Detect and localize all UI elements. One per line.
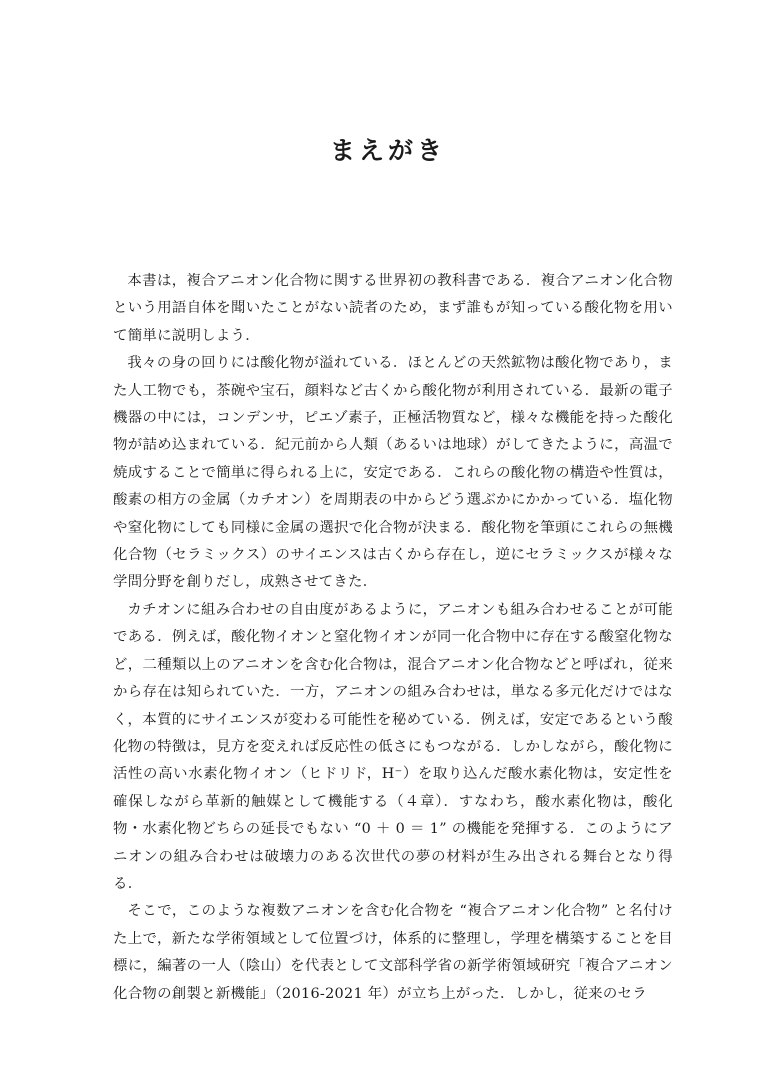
paragraph: 本書は，複合アニオン化合物に関する世界初の教科書である．複合アニオン化合物という用語自体を聞いたことがない読者のため，まず誰もが知っている酸化物を用いて簡単に説明しよう． [113,273,673,344]
paragraph: カチオンに組み合わせの自由度があるように，アニオンも組み合わせることが可能である．例えば，酸化物イオンと窒化物イオンが同一化合物中に存在する酸窒化物など，二種類以上のアニオンを含む化合物は，混合アニオン化合物などと呼ばれ，従来から存在は知られていた．一方，アニオンの組み合わせは，単なる多元化だけではなく，本質的にサイエンスが変わる可能性を秘めている．例えば，安定であるという酸化物の特徴は，見方を変えれば反応性の低さにもつながる．しかしながら，酸化物に活性の高い水素化物イオン（ヒドリド，H⁻）を取り込んだ酸水素化物は，安定性を確保しながら革新的触媒として機能する（４章）．すなわち，酸水素化物は，酸化物・水素化物どちらの延長でもない “0 ＋ 0 ＝ 1” の機能を発揮する．このようにアニオンの組み合わせは破壊力のある次世代の夢の材料が生み出される舞台となり得る． [113,601,673,892]
paragraph: そこで，このような複数アニオンを含む化合物を “複合アニオン化合物” と名付けた上で，新たな学術領域として位置づけ，体系的に整理し，学理を構築することを目標に，編著の一人（陰山）を代表として文部科学省の新学術領域研究「複合アニオン化合物の創製と新機能」（2016-2021 年）が立ち上がった．しかし，従来のセラ [113,903,673,1002]
preface-body [113,268,673,1008]
page-title: まえがき [329,136,446,165]
paragraph: 我々の身の回りには酸化物が溢れている．ほとんどの天然鉱物は酸化物であり，また人工物でも，茶碗や宝石，顔料など古くから酸化物が利用されている．最新の電子機器の中には，コンデンサ，ピエゾ素子，正極活物質など，様々な機能を持った酸化物が詰め込まれている．紀元前から人類（あるいは地球）がしてきたように，高温で焼成することで簡単に得られる上に，安定である．これらの酸化物の構造や性質は，酸素の相方の金属（カチオン）を周期表の中からどう選ぶかにかかっている．塩化物や窒化物にしても同様に金属の選択で化合物が決まる．酸化物を筆頭にこれらの無機化合物（セラミックス）のサイエンスは古くから存在し，逆にセラミックスが様々な学問分野を創りだし，成熟させてきた． [113,355,673,591]
